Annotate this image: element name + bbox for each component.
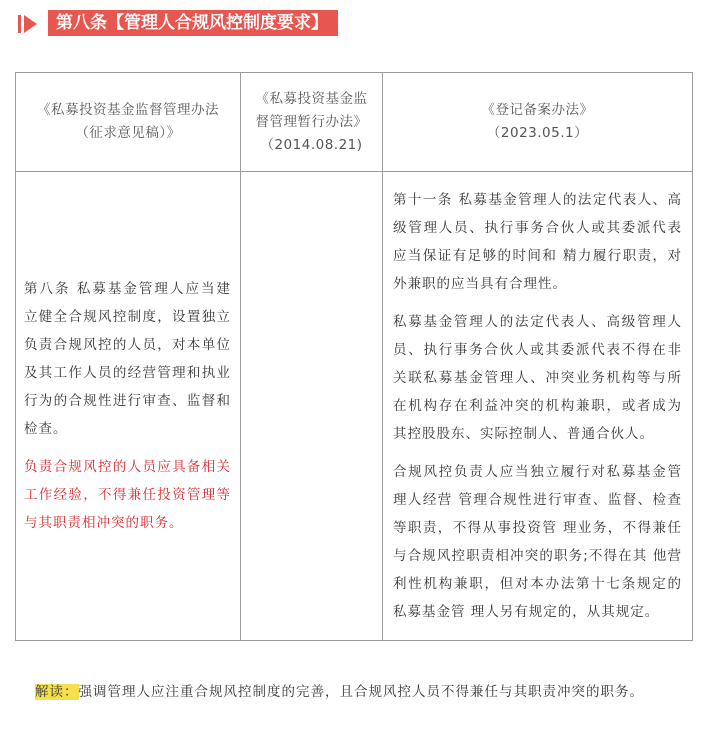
column-header-subtitle: （征求意见稿）》 <box>75 125 181 141</box>
cell-registration-article <box>383 172 693 641</box>
section-header <box>16 9 338 37</box>
column-header-title: 《登记备案办法》 <box>481 102 594 118</box>
article-paragraph: 私募基金管理人的法定代表人、高级管理人员、执行事务合伙人或其委派代表不得在非关联私募基金管理人、冲突业务机构等与所在机构存在利益冲突的机构兼职，或者成为其控股股东、实际控制人、普通合伙人。 <box>393 314 682 442</box>
play-arrow-icon <box>16 9 44 37</box>
interpretation-note <box>35 678 683 706</box>
column-header-title: 《私募投资基金监督管理办法 <box>37 102 219 118</box>
article-paragraph: 第八条 私募基金管理人应当建立健全合规风控制度，设置独立负责合规风控的人员，对本单位及其工作人员的经营管理和执业行为的合规性进行审查、监督和检查。 <box>24 281 231 437</box>
article-paragraph: 合规风控负责人应当独立履行对私募基金管理人经营 管理合规性进行审查、监督、检查等职责，不得从事投资管 理业务，不得兼任与合规风控职责相冲突的职务;不得在其 他营利性机构兼职，但对本办法第十七条规定的私募基金管 理人另有规定的，从其规定。 <box>393 464 682 620</box>
interpretation-text: 强调管理人应注重合规风控制度的完善，且合规风控人员不得兼任与其职责冲突的职务。 <box>78 684 644 700</box>
interpretation-label: 解读： <box>35 684 79 700</box>
highlighted-paragraph: 负责合规风控的人员应具备相关工作经验，不得兼任投资管理等与其职责相冲突的职务。 <box>24 459 231 531</box>
column-header-registration <box>383 73 693 172</box>
column-header-title-cont: 督管理暂行办法》 <box>255 113 368 130</box>
column-header-title: 《私募投资基金监 <box>255 90 368 107</box>
column-header-subtitle: （2014.08.21) <box>260 136 363 153</box>
article-paragraph: 第十一条 私募基金管理人的法定代表人、高级管理人员、执行事务合伙人或其委派代表应当保证有足够的时间和 精力履行职责，对外兼职的应当具有合理性。 <box>393 192 682 292</box>
cell-interim-article <box>241 172 383 641</box>
column-header-interim <box>241 73 383 172</box>
cell-draft-article <box>16 172 241 641</box>
table-header-row <box>16 73 693 172</box>
section-title: 第八条【管理人合规风控制度要求】 <box>48 10 338 36</box>
table-row <box>16 172 693 641</box>
column-header-subtitle: （2023.05.1） <box>486 125 589 141</box>
column-header-draft <box>16 73 241 172</box>
comparison-table <box>15 72 693 641</box>
